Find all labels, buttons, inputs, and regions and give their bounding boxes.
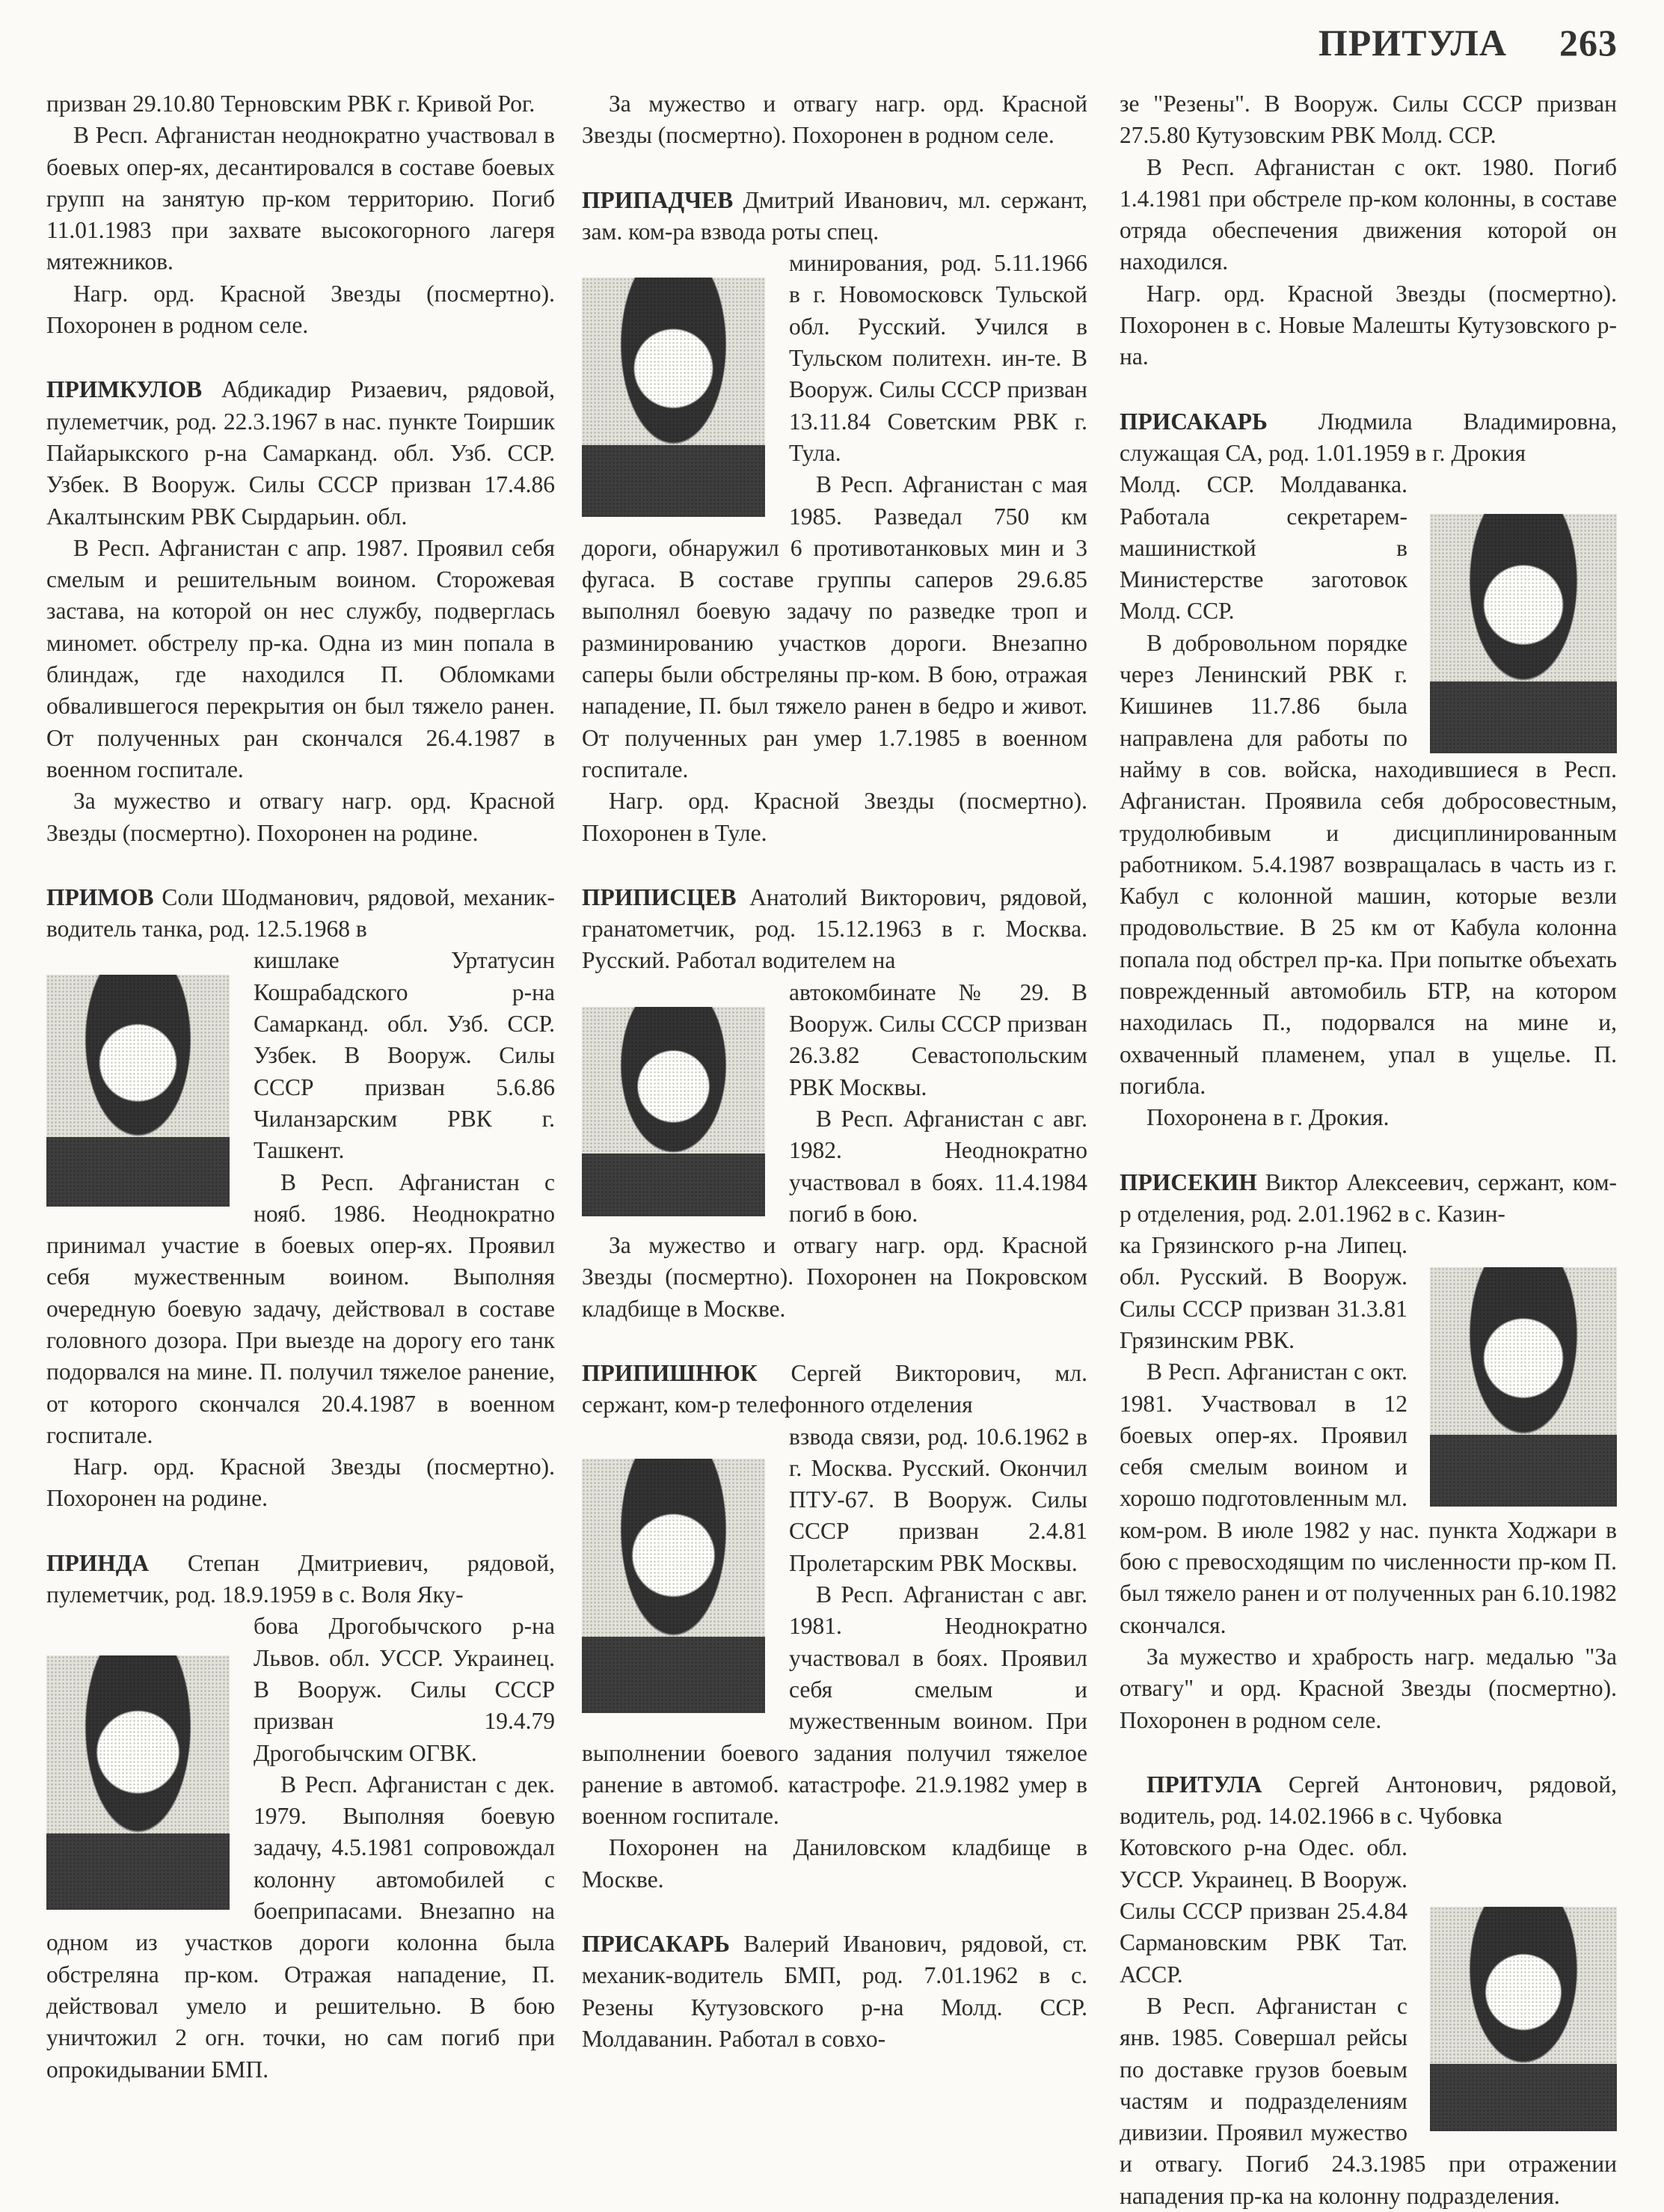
paragraph: В Респ. Афганистан с мая 1985. Разведал 750 км дороги, обнаружил 6 противотанковых мин и 3 фугаса. В составе группы саперов 29.6.85 выполнял боевую задачу по разведке троп и разминированию участков дороги. Внезапно саперы были обстреляны пр-ком. В бою, отражая нападение, П. был тяжело ранен в бедро и живот. От полученных ран умер 1.7.1985 в военном госпитале. xyxy=(582,471,1087,782)
paragraph: ка Грязинского р-на Липец. обл. Русский. В Вооруж. Силы СССР призван 31.3.81 Грязинским РВК. xyxy=(1120,1232,1407,1353)
paragraph: Нагр. орд. Красной Звезды (посмертно). Похоронен в Туле. xyxy=(582,788,1087,846)
entry-lead xyxy=(582,882,1087,977)
surname: ПРИПИШНЮК xyxy=(582,1359,758,1386)
entry-prisakar-valeriy xyxy=(582,1928,1087,2055)
paragraph: взвода связи, род. 10.6.1962 в г. Москва. Русский. Окончил ПТУ-67. В Вооруж. Силы СССР призван 2.4.81 Пролетарским РВК Москвы. xyxy=(789,1423,1087,1576)
paragraph: Нагр. орд. Красной Звезды (посмертно). Похоронен на родине. xyxy=(46,1453,555,1512)
surname: ПРИСАКАРЬ xyxy=(582,1931,730,1958)
paragraph: призван 29.10.80 Терновским РВК г. Кривой Рог. xyxy=(46,91,535,117)
portrait-photo xyxy=(582,1459,765,1713)
entry-continued xyxy=(1120,88,1617,373)
entry-text: Сергей Антонович, рядовой, водитель, род. 14.02.1966 в с. Чубовка xyxy=(1120,1771,1617,1830)
paragraph: В Респ. Афганистан с нояб. 1986. Неоднократно принимал участие в боевых опер-ях. Проявил себя мужественным воином. Выполняя очередную боевую задачу, действовал в составе головного дозора. При выезде на дорогу его танк подорвался на мине. П. получил тяжелое ранение, от которого скончался 20.4.1987 в военном госпитале. xyxy=(46,1168,555,1448)
column-left xyxy=(46,88,555,2086)
paragraph: бова Дрогобычского р-на Львов. обл. УССР. Украинец. В Вооруж. Силы СССР призван 19.4.79 Дрогобычским ОГВК. xyxy=(254,1613,555,1766)
entry-text: Сергей Викторович, мл. сержант, ком-р телефонного отделения xyxy=(582,1359,1087,1418)
paragraph: Похоронена в г. Дрокия. xyxy=(1146,1104,1390,1131)
entry-lead xyxy=(46,1548,555,1611)
paragraph: В добровольном порядке через Ленинский РВК г. Кишинев 11.7.86 была направлена для работы по найму в сов. войска, находившиеся в Респ. Афганистан. Проявила себя добросовестным, трудолюбивым и дисциплинированным работником. 5.4.1987 возвращалась в часть из г. Кабул с колонной машин, которые везли продовольствие. В 25 км от Кабула колонна попала под обстрел пр-ка. При попытке объехать поврежденный автомобиль БТР, на котором находилась П., подорвался на мине и, охваченный пламенем, упал в ущелье. П. погибла. xyxy=(1120,629,1617,1099)
entry-pripishnyuk xyxy=(582,1358,1087,1896)
paragraph: В Респ. Афганистан с янв. 1985. Совершал рейсы по доставке грузов боевым частям и подразделениям дивизии. Проявил мужество и отвагу. Погиб 24.3.1985 при отражении нападения пр-ка на колонну подразделения. xyxy=(1120,1992,1617,2209)
portrait-photo xyxy=(582,278,765,517)
entry-lead xyxy=(46,374,555,532)
paragraph: В Респ. Афганистан с дек. 1979. Выполняя боевую задачу, 4.5.1981 сопровождал колонну автомобилей с боеприпасами. Внезапно на одном из участков дороги колонна была обстреляна пр-ком. Отражая нападение, П. действовал умело и решительно. В бою уничтожил 2 огн. точки, но сам погиб при опрокидывании БМП. xyxy=(46,1771,555,2083)
entry-lead xyxy=(1120,1167,1617,1231)
surname: ПРИСЕКИН xyxy=(1120,1168,1257,1195)
entry-text: Виктор Алексеевич, сержант, ком-р отделения, род. 2.01.1962 в с. Казин- xyxy=(1120,1168,1617,1227)
running-head xyxy=(1318,21,1618,64)
portrait-photo xyxy=(46,975,230,1207)
entry-lead xyxy=(582,1358,1087,1421)
paragraph: За мужество и храбрость нагр. медалью "За отвагу" и орд. Красной Звезды (посмертно). Похоронен в родном селе. xyxy=(1120,1643,1617,1733)
surname: ПРИМОВ xyxy=(46,883,154,910)
entry-pritula xyxy=(1120,1769,1617,2212)
entry-pripadchev xyxy=(582,185,1087,849)
entry-text: Людмила Владимировна, служащая СА, род. 1.01.1959 в г. Дрокия xyxy=(1120,408,1617,466)
column-middle xyxy=(582,88,1087,2055)
entry-text: Абдикадир Ризаевич, рядовой, пулеметчик, род. 22.3.1967 в нас. пункте Тоиршик Пайарыкского р-на Самарканд. обл. Узб. ССР. Узбек. В Вооруж. Силы СССР призван 17.4.86 Акалтынским РВК Сырдарьин. обл. xyxy=(46,376,555,530)
entry-continued xyxy=(46,88,555,341)
surname: ПРИПАДЧЕВ xyxy=(582,186,734,213)
portrait-photo xyxy=(1430,514,1617,753)
surname: ПРИМКУЛОВ xyxy=(46,376,203,403)
entry-text: Дмитрий Иванович, мл. сержант, зам. ком-ра взвода роты спец. xyxy=(582,186,1087,245)
paragraph: В Респ. Афганистан с окт. 1981. Участвовал в 12 боевых опер-ях. Проявил себя смелым воином и хорошо подготовленным мл. ком-ром. В июле 1982 у нас. пункта Ходжари в бою с превосходящим по численности пр-ком П. был тяжело ранен и от полученных ран 6.10.1982 скончался. xyxy=(1120,1358,1617,1638)
entry-lead xyxy=(1120,406,1617,470)
portrait-photo xyxy=(1430,1267,1617,1507)
running-head-title: ПРИТУЛА xyxy=(1318,22,1507,64)
entry-text: Валерий Иванович, рядовой, ст. механик-водитель БМП, род. 7.01.1962 в с. Резены Кутузовского р-на Молд. ССР. Молдаванин. Работал в совхо- xyxy=(582,1931,1087,2052)
paragraph: В Респ. Афганистан с авг. 1981. Неоднократно участвовал в боях. Проявил себя смелым и мужественным воином. При выполнении боевого задания получил тяжелое ранение в автомоб. катастрофе. 21.9.1982 умер в военном госпитале. xyxy=(582,1581,1087,1830)
portrait-photo xyxy=(582,1007,765,1216)
entry-pripiscev xyxy=(582,882,1087,1325)
paragraph: В Респ. Афганистан неоднократно участвовал в боевых опер-ях, десантировался в составе боевых групп на занятую пр-ком территорию. Погиб 11.01.1983 при захвате высокогорного лагеря мятежников. xyxy=(46,122,555,275)
paragraph: кишлаке Уртатусин Кошрабадского р-на Самарканд. обл. Узб. ССР. Узбек. В Вооруж. Силы СССР призван 5.6.86 Чиланзарским РВК г. Ташкент. xyxy=(254,947,555,1164)
surname: ПРИНДА xyxy=(46,1549,150,1576)
entry-prinda xyxy=(46,1548,555,2086)
entry-text: Соли Шодманович, рядовой, механик-водитель танка, род. 12.5.1968 в xyxy=(46,883,555,943)
column-right xyxy=(1120,88,1617,2212)
paragraph: минирования, род. 5.11.1966 в г. Новомосковск Тульской обл. Русский. Учился в Тульском политехн. ин-те. В Вооруж. Силы СССР призван 13.11.84 Советским РВК г. Тула. xyxy=(789,250,1087,466)
paragraph: Молд. ССР. Молдаванка. Работала секретарем-машинисткой в Министерстве заготовок Молд. ССР. xyxy=(1120,471,1407,625)
entry-lead xyxy=(582,1928,1087,2055)
entry-primov xyxy=(46,882,555,1515)
paragraph: Нагр. орд. Красной Звезды (посмертно). Похоронен в с. Новые Малешты Кутузовского р-на. xyxy=(1120,280,1617,370)
paragraph: Похоронен на Даниловском кладбище в Москве. xyxy=(582,1834,1087,1893)
paragraph: В Респ. Афганистан с апр. 1987. Проявил себя смелым и решительным воином. Сторожевая застава, на которой он нес службу, подверглась миномет. обстрелу пр-ка. Одна из мин попала в блиндаж, где находился П. Обломками обвалившегося перекрытия он был тяжело ранен. От полученных ран скончался 26.4.1987 в военном госпитале. xyxy=(46,534,555,782)
paragraph: Нагр. орд. Красной Звезды (посмертно). Похоронен в родном селе. xyxy=(46,280,555,339)
paragraph: За мужество и отвагу нагр. орд. Красной Звезды (посмертно). Похоронен в родном селе. xyxy=(582,91,1087,149)
entry-lead xyxy=(1120,1769,1617,1833)
paragraph: В Респ. Афганистан с окт. 1980. Погиб 1.4.1981 при обстреле пр-ком колонны, в составе отряда обеспечения движения которой он находился. xyxy=(1120,153,1617,275)
entry-prisekin xyxy=(1120,1167,1617,1736)
entry-text: Степан Дмитриевич, рядовой, пулеметчик, род. 18.9.1959 в с. Воля Яку- xyxy=(46,1549,555,1608)
entry-continued xyxy=(582,88,1087,152)
paragraph: автокомбинате № 29. В Вооруж. Силы СССР призван 26.3.82 Севастопольским РВК Москвы. xyxy=(789,978,1087,1100)
entry-text: Анатолий Викторович, рядовой, гранатометчик, род. 15.12.1963 в г. Москва. Русский. Работал водителем на xyxy=(582,883,1087,974)
paragraph: За мужество и отвагу нагр. орд. Красной Звезды (посмертно). Похоронен на Покровском кладбище в Москве. xyxy=(582,1232,1087,1322)
entry-lead xyxy=(582,185,1087,248)
paragraph: За мужество и отвагу нагр. орд. Красной Звезды (посмертно). Похоронен на родине. xyxy=(46,788,555,846)
surname: ПРИТУЛА xyxy=(1146,1771,1262,1798)
portrait-photo xyxy=(46,1655,230,1910)
paragraph: В Респ. Афганистан с авг. 1982. Неоднократно участвовал в боях. 11.4.1984 погиб в бою. xyxy=(789,1105,1087,1227)
page-number: 263 xyxy=(1559,22,1618,64)
portrait-photo xyxy=(1430,1907,1617,2131)
entry-primkulov xyxy=(46,374,555,848)
surname: ПРИСАКАРЬ xyxy=(1120,408,1268,435)
surname: ПРИПИСЦЕВ xyxy=(582,883,737,910)
entry-prisakar-lyudmila xyxy=(1120,406,1617,1134)
paragraph: зе "Резены". В Вооруж. Силы СССР призван 27.5.80 Кутузовским РВК Молд. ССР. xyxy=(1120,91,1617,149)
paragraph: Котовского р-на Одес. обл. УССР. Украинец. В Вооруж. Силы СССР призван 25.4.84 Сармановским РВК Тат. АССР. xyxy=(1120,1834,1407,1988)
entry-lead xyxy=(46,882,555,946)
